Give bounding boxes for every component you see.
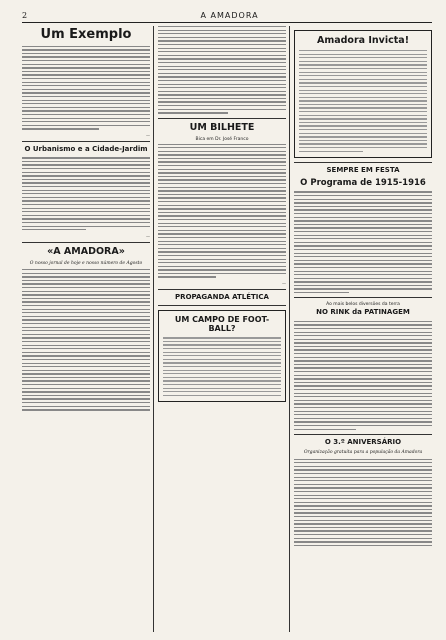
masthead	[22, 8, 432, 23]
divider	[158, 118, 286, 119]
article-text	[158, 144, 286, 278]
divider	[294, 162, 432, 163]
article-signature: —	[146, 131, 150, 137]
headline-urbanismo: O Urbanismo e a Cidade-Jardim	[24, 144, 148, 153]
headline-um-bilhete: UM BILHETE	[189, 121, 255, 133]
headline-programa: O Programa de 1915-1916	[300, 177, 426, 188]
headline-sempre-em-festa: SEMPRE EM FESTA	[326, 166, 400, 175]
column-rule	[289, 26, 290, 632]
headline-patinagem: NO RINK da PATINAGEM	[316, 308, 410, 317]
subheadline: Ao mais belos diversões da terra	[326, 302, 400, 308]
article-text	[22, 269, 150, 410]
column-2	[158, 26, 286, 632]
article-text	[158, 26, 286, 114]
article-text	[22, 157, 150, 230]
column-1	[22, 26, 150, 632]
article-text	[22, 46, 150, 130]
divider	[22, 141, 150, 142]
page-number: 2	[22, 10, 28, 20]
headline-amadora-invicta: Amadora Invicta!	[316, 35, 410, 46]
article-text	[299, 50, 427, 152]
article-signature: —	[146, 232, 150, 238]
newspaper-title: A AMADORA	[200, 10, 259, 20]
divider	[158, 305, 286, 306]
divider	[22, 242, 150, 243]
headline-a-amadora: «A AMADORA»	[47, 245, 125, 257]
article-text	[163, 337, 281, 396]
subheadline: Bica em Dr. José Franco	[195, 136, 249, 142]
headline-um-exemplo: Um Exemplo	[40, 27, 132, 42]
boxed-article	[158, 310, 286, 402]
divider	[294, 297, 432, 298]
headline-campo: UM CAMPO DE FOOT-BALL?	[174, 315, 270, 333]
subheadline: O nosso jornal de hoje e nosso número de Agosto	[29, 260, 143, 266]
article-text	[294, 191, 432, 293]
article-signature: —	[282, 280, 286, 286]
headline-propaganda: PROPAGANDA ATLÉTICA	[175, 293, 269, 302]
column-rule	[153, 26, 154, 632]
subheadline: Organização gratuita para a população da Amadora	[303, 450, 423, 456]
column-3	[294, 26, 432, 632]
article-text	[294, 321, 432, 430]
divider	[294, 434, 432, 435]
divider	[158, 289, 286, 290]
headline-aniversario: O 3.º ANIVERSÁRIO	[324, 437, 402, 446]
boxed-article	[294, 30, 432, 158]
article-text	[294, 459, 432, 547]
